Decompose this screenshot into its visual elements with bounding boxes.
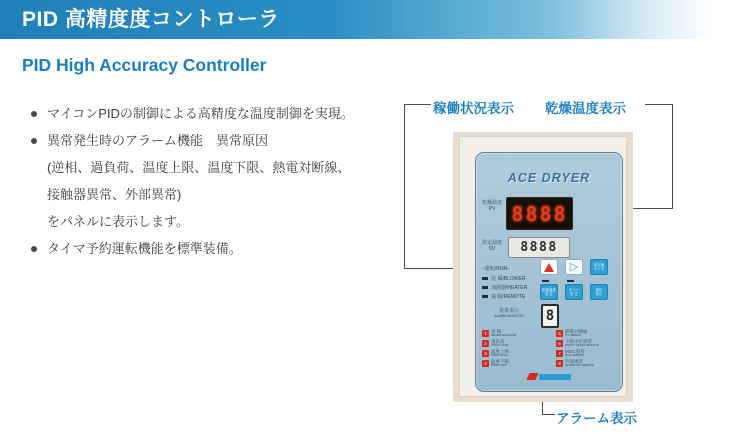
brand-name: ACE DRYER (507, 171, 591, 185)
alarm-code-row (482, 329, 516, 339)
feature-text: 異常発生時のアラーム機能 異常原因 (47, 133, 269, 148)
feature-line (30, 208, 430, 235)
shift-button (565, 259, 583, 275)
alarm-code-number: 6 (556, 340, 563, 347)
callout-line (542, 414, 555, 415)
header-banner (0, 0, 739, 39)
alarm-code-label: 過負荷 OVER LOAD (491, 339, 509, 347)
feature-line (30, 154, 430, 181)
alarm-code-label: MGC異常 MGC ERROR (565, 349, 585, 357)
run-header: −運転/RUN− (482, 266, 511, 272)
callout-line (404, 268, 460, 269)
alarm-code-column-right (556, 329, 599, 369)
monitor-button: 設定値 モニタ (590, 259, 608, 275)
feature-line (30, 235, 430, 262)
page-title: PID 高精度度コントローラ (22, 8, 280, 31)
indicator-row (482, 292, 527, 301)
callout-line (404, 104, 405, 269)
feature-text: をパネルに表示します。 (47, 214, 189, 229)
alarm-code-number: 1 (482, 330, 489, 337)
feature-line (30, 181, 430, 208)
indicator-led-icon (482, 286, 488, 289)
indicator-label: 送 風/BLOWER (491, 276, 526, 282)
alarm-code-label: 下限水位異常 EMPTY LEVEL SENSOR (565, 339, 599, 347)
indicator-label: 遠 隔/REMOTE (491, 294, 526, 300)
alarm-code-number: 5 (556, 330, 563, 337)
callout-operation-status: 稼働状況表示 (433, 101, 514, 116)
alarm-code-number: 8 (556, 360, 563, 367)
pv-value: 8888 (511, 201, 568, 226)
alarm-code-row (482, 339, 516, 349)
up-button (540, 259, 558, 275)
device-photo (453, 132, 633, 402)
button-led (567, 280, 574, 282)
up-triangle-icon (544, 263, 554, 272)
callout-alarm: アラーム表示 (556, 411, 637, 426)
alarm-code-number: 4 (482, 360, 489, 367)
alarm-code-label: 温度上限 TEMP HIGH (491, 349, 509, 357)
feature-text: 接触器異常、外部異常) (47, 187, 182, 202)
alarm-code-column-left (482, 329, 516, 369)
indicator-led-icon (482, 295, 488, 298)
feature-text: マイコンPIDの制御による高精度な温度制御を実現。 (47, 106, 354, 121)
callout-line (404, 104, 431, 105)
alarm-monitor-label: 異常表示 ALARM MONITOR (494, 308, 524, 318)
brand-logo (476, 373, 622, 380)
status-lamp-block (482, 265, 527, 301)
alarm-code-label: 外部異常 ALARM OF REMOTE (565, 359, 595, 367)
temp-set-button: 乾燥温度 設 定 (540, 284, 558, 300)
sv-seven-segment-display (508, 237, 570, 258)
alarm-value: 8 (545, 308, 555, 324)
alarm-code-label: 温度下限 TEMP LOW (491, 359, 509, 367)
indicator-row (482, 274, 527, 283)
alarm-seven-segment-display (541, 304, 559, 328)
alarm-code-row (556, 359, 599, 369)
alarm-code-number: 2 (482, 340, 489, 347)
controller-panel (475, 152, 623, 392)
alarm-code-row (482, 349, 516, 359)
feature-text: (逆相、過負荷、温度上限、温度下限、熱電対断線、 (47, 160, 351, 175)
page-subtitle: PID High Accuracy Controller (22, 55, 267, 75)
timer-set-button: タイマ 設 定 (565, 284, 583, 300)
callout-line (672, 104, 673, 209)
alarm-code-row (556, 339, 599, 349)
feature-list (30, 100, 430, 262)
indicator-label: 加熱器/HEATER (491, 285, 528, 291)
sv-label: 設定温度 SV (481, 240, 502, 252)
right-triangle-icon: ▷ (569, 260, 579, 273)
alarm-code-label: 熱電対断線 T.C. BREAK (565, 329, 588, 337)
button-led (542, 280, 549, 282)
brand-logo-text (539, 374, 571, 380)
alarm-code-number: 3 (482, 350, 489, 357)
alarm-code-row (556, 349, 599, 359)
run-stop-button: 運転 停止 (590, 284, 608, 300)
pv-label: 乾燥温度 PV (481, 200, 502, 212)
indicator-row (482, 283, 527, 292)
callout-line (645, 104, 673, 105)
alarm-code-row (482, 359, 516, 369)
feature-line (30, 127, 430, 154)
pv-seven-segment-display (506, 197, 573, 230)
indicator-led-icon (482, 277, 488, 280)
callout-drying-temp: 乾燥温度表示 (545, 101, 626, 116)
sv-value: 8888 (520, 240, 558, 255)
panel-frame (459, 136, 627, 397)
brand-logo-mark (526, 373, 538, 380)
feature-text: タイマ予約運転機能を標準装備。 (47, 241, 242, 256)
alarm-code-row (556, 329, 599, 339)
alarm-code-label: 逆 相 REVERSE PHASE (491, 329, 517, 337)
alarm-code-number: 7 (556, 350, 563, 357)
feature-line (30, 100, 430, 127)
